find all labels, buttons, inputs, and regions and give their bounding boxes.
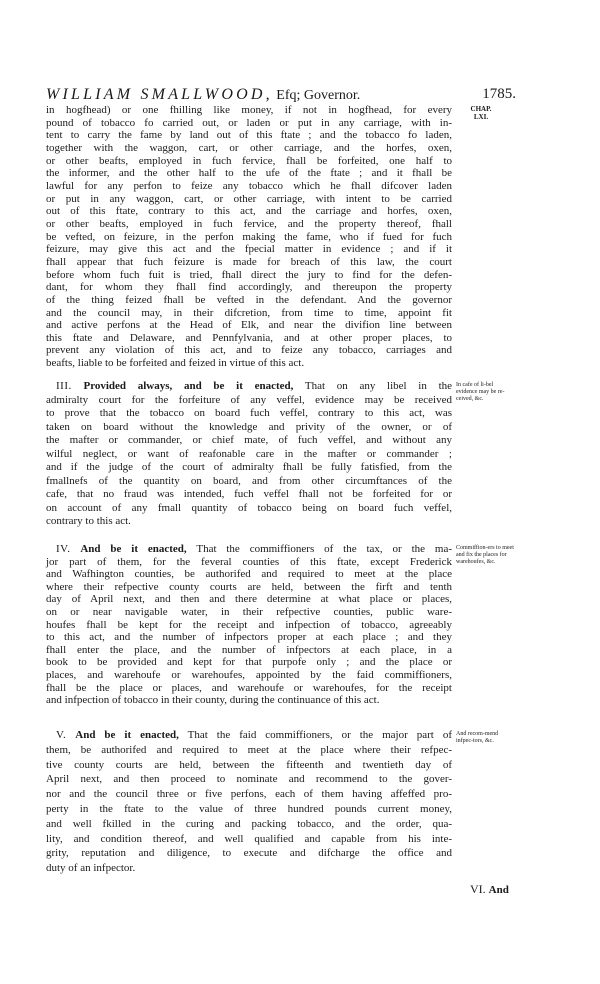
text-line: dant, for whom they fhall find accordingly, and thereupon the property	[46, 281, 452, 294]
blackletter-lead: And be it enacted,	[75, 729, 179, 741]
text-line: tent to carry the fame by land out of this ftate ; and the tobacco fo laden,	[46, 129, 452, 142]
text-line: lity, and condition thereof, and well qualified and capable from his inte-	[46, 832, 452, 845]
text-line: prevent any violation of this act, and to feize any tobacco, carriages and	[46, 344, 452, 357]
text-line: the informer, and the other half to the ufe of the ftate ; and it fhall be	[46, 167, 452, 180]
text-line: fhall appear that fuch feizure is made for breach of this law, the court	[46, 255, 452, 268]
text-line: duty of an infpector.	[46, 862, 136, 875]
section-iii-first-line	[46, 380, 452, 394]
text-line: tive county courts are held, between the fifteenth and twentieth day of	[46, 758, 452, 771]
section-iv-first-line	[46, 543, 452, 556]
text-line: and active perfons at the Head of Elk, and near the divifion line between	[46, 319, 452, 332]
text-line: perty in the ftate to the value of three hundred pounds current money,	[46, 802, 452, 815]
text-line: and if the judge of the court of admiralty fhall be fully fatisfied, from the	[46, 461, 452, 473]
text-line: them, be authorifed and required to meet at the place where their refpec-	[46, 743, 452, 756]
text-line: taken on board without the knowledge and privity of the owner, or of	[46, 420, 452, 433]
text-line: together with the waggon, cart, or other carriage, and the horfes, oxen,	[46, 141, 452, 154]
section-number: V.	[56, 729, 67, 741]
line-text: That the commiffioners of the tax, or the ma-	[196, 543, 452, 555]
text-line: in hogfhead) or one fhilling like money, if not in hogfhead, for every	[46, 104, 452, 116]
text-line: before whom fuch fuit is tried, fhall direct the jury to find for the defen-	[46, 268, 452, 281]
blackletter-lead: Provided always, and be it enacted,	[83, 380, 294, 392]
chapter-number: LXI.	[473, 113, 489, 121]
text-line: fhall enter the place, and the number of infpectors at each place, in a	[46, 643, 452, 656]
chapter-margin-note	[456, 105, 506, 121]
chapter-label: CHAP.	[470, 105, 492, 113]
text-line: jor part of them, for the feveral counties of this ftate, except Frederick	[46, 555, 452, 568]
text-line: admiralty court for the forfeiture of any veffel, evidence may be received	[46, 393, 452, 406]
margin-note-iv: Commiffion-ers to meet and fix the places for warehoufes, &c.	[456, 545, 514, 565]
text-line: and well fkilled in the curing and packing tobacco, and the order, qua-	[46, 817, 452, 830]
text-line: grity, reputation and diligence, to execute and difcharge the office and	[46, 847, 452, 860]
margin-note-iii: In cafe of li-bel evidence may be re-ceived, &c.	[456, 382, 505, 402]
paragraph-continued	[46, 104, 452, 370]
header-office: Efq; Governor.	[272, 88, 361, 103]
text-line: out of this ftate, contrary to this act, and the carriage and horfes, oxen,	[46, 205, 452, 218]
text-line: the mafter or commander, or chief mate, of fuch veffel, and without any	[46, 434, 452, 446]
text-line: or other beafts, employed in fuch fervice, and the property thereof, fhall	[46, 217, 452, 230]
section-v	[46, 728, 452, 876]
line-text: That on any libel in the	[304, 380, 453, 392]
text-line: or put in any waggon, cart, or other carriage, with intent to be carried	[46, 192, 452, 205]
text-line: cafe, that no fraud was intended, fuch veffel fhall not be forfeited for or	[46, 488, 452, 500]
text-line: and Wafhington counties, be authorifed and required to meet at the place	[46, 568, 452, 581]
header-year: 1785.	[482, 86, 516, 102]
text-line: where their refpective county courts are held, between the firft and tenth	[46, 580, 452, 593]
text-line: book to be provided and kept for that purpofe only ; and the place or	[46, 656, 452, 669]
text-line: fhall be the place or places, and warehoufe or warehoufes, for the receipt	[46, 681, 452, 694]
text-line: places, and warehoufe or warehoufes, appointed by the faid commiffioners,	[46, 668, 452, 681]
text-line: day of April next, and then and there determine at what place or places,	[46, 593, 452, 606]
text-line: houfes fhall be kept for the receipt and infpection of tobacco, agreeably	[46, 618, 452, 631]
text-line: and the council may, in their difcretion, from time to time, appoint fit	[46, 306, 452, 319]
catchword	[470, 882, 509, 897]
line-text: That the faid commiffioners, or the major part of	[187, 729, 452, 741]
text-line: pound of tobacco fo carried out, or laden or put in any carriage, with in-	[46, 116, 452, 129]
catchword-number: VI.	[470, 882, 486, 896]
text-line: on account of any fmall quantity of tobacco being on board fuch veffel,	[46, 501, 452, 514]
text-line: of the thing feized fhall be vefted in the defendant. And the governor	[46, 293, 452, 306]
margin-note-v: And recom-mend infpec-tors, &c.	[456, 731, 499, 744]
text-line: fmallnefs of the quantity on board, and from other circumftances of the	[46, 474, 452, 487]
header-title	[46, 86, 360, 104]
text-line: lawful for any perfon to feize any tobacco which he fhall difcover laden	[46, 179, 452, 192]
section-v-first-line	[46, 728, 452, 743]
text-line: to this act, and the number of infpectors proper at each place ; and they	[46, 631, 452, 644]
text-line: this ftate and Delaware, and Pennfylvania, and at other proper places, to	[46, 331, 452, 344]
text-line: contrary to this act.	[46, 515, 131, 527]
blackletter-lead: And be it enacted,	[80, 543, 187, 555]
section-number: IV.	[56, 543, 71, 555]
section-iv	[46, 543, 452, 707]
text-line: wilful neglect, or want of reafonable care in the mafter or commander ;	[46, 447, 452, 460]
text-line: on or near navigable water, in their refpective counties, public ware-	[46, 605, 452, 618]
catchword-word: And	[488, 884, 509, 896]
text-line: or other beafts, employed in fuch fervice, fhall be forfeited, one half to	[46, 154, 452, 167]
text-line: and infpection of tobacco in their county, during the continuance of this act.	[46, 694, 380, 707]
section-iii	[46, 380, 452, 529]
header-name: WILLIAM SMALLWOOD,	[46, 86, 273, 103]
section-number: III.	[56, 380, 72, 392]
text-line: nor and the council three or five perfons, each of them having affeffed pro-	[46, 788, 452, 801]
running-header	[46, 86, 516, 104]
text-line: to prove that the tobacco on board fuch veffel, contrary to this act, was	[46, 407, 452, 419]
text-line: beafts, liable to be forfeited and feized in virtue of this act.	[46, 357, 305, 370]
text-line: be vefted, on feizure, in the perfon making the fame, who if fued for fuch	[46, 230, 452, 243]
text-line: April next, and then proceed to nominate and recommend to the gover-	[46, 773, 452, 786]
text-line: feizure, may give this act and the fpecial matter in evidence ; and if it	[46, 243, 452, 256]
